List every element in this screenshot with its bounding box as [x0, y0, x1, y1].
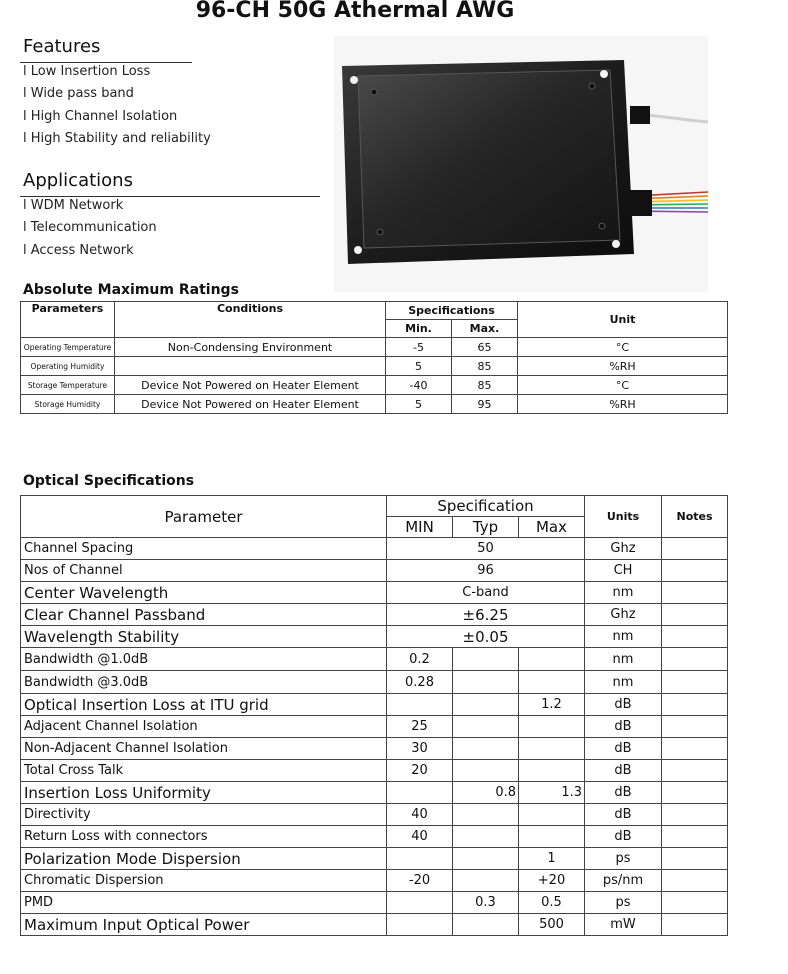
unit-cell: dB [585, 782, 662, 804]
unit-cell: °C [518, 338, 728, 357]
param-cell: Operating Temperature [21, 338, 115, 357]
value-cell: 50 [387, 538, 585, 560]
min-cell [387, 914, 453, 936]
col-parameters: Parameters [21, 302, 115, 338]
value-cell: C-band [387, 582, 585, 604]
notes-cell [662, 914, 728, 936]
min-cell: 30 [387, 738, 453, 760]
min-cell: 40 [387, 826, 453, 848]
param-cell: Directivity [21, 804, 387, 826]
param-cell: Optical Insertion Loss at ITU grid [21, 694, 387, 716]
value-cell: 96 [387, 560, 585, 582]
table-row [21, 395, 728, 414]
notes-cell [662, 671, 728, 694]
feature-item: l High Stability and reliability [23, 130, 211, 146]
min-cell: -40 [386, 376, 452, 395]
min-cell: 25 [387, 716, 453, 738]
max-cell: 0.5 [519, 892, 585, 914]
min-cell [387, 848, 453, 870]
max-cell: +20 [519, 870, 585, 892]
col-notes: Notes [662, 496, 728, 538]
notes-cell [662, 760, 728, 782]
table-row [21, 560, 728, 582]
unit-cell: %RH [518, 395, 728, 414]
param-cell: Wavelength Stability [21, 626, 387, 648]
typ-cell [453, 716, 519, 738]
col-conditions: Conditions [115, 302, 386, 338]
awg-module-image [334, 36, 708, 292]
notes-cell [662, 892, 728, 914]
table-row [21, 376, 728, 395]
unit-cell: dB [585, 694, 662, 716]
typ-cell: 0.3 [453, 892, 519, 914]
param-cell: Bandwidth @3.0dB [21, 671, 387, 694]
notes-cell [662, 560, 728, 582]
min-cell: 0.28 [387, 671, 453, 694]
notes-cell [662, 648, 728, 671]
col-min: Min. [386, 320, 452, 338]
notes-cell [662, 738, 728, 760]
condition-cell: Non-Condensing Environment [115, 338, 386, 357]
param-cell: Clear Channel Passband [21, 604, 387, 626]
typ-cell [453, 738, 519, 760]
unit-cell: dB [585, 738, 662, 760]
application-item: l WDM Network [23, 198, 124, 213]
condition-cell: Device Not Powered on Heater Element [115, 376, 386, 395]
col-specification: Specification [387, 496, 585, 517]
min-cell: 0.2 [387, 648, 453, 671]
min-cell: 20 [387, 760, 453, 782]
feature-item: l Wide pass band [23, 86, 134, 102]
unit-cell: %RH [518, 357, 728, 376]
col-unit: Unit [518, 302, 728, 338]
max-cell: 95 [452, 395, 518, 414]
max-cell [519, 760, 585, 782]
unit-cell: CH [585, 560, 662, 582]
max-cell: 85 [452, 376, 518, 395]
application-item: l Access Network [23, 242, 134, 258]
table-row [21, 782, 728, 804]
table-row [21, 804, 728, 826]
notes-cell [662, 626, 728, 648]
unit-cell: °C [518, 376, 728, 395]
col-typ: Typ [453, 517, 519, 538]
max-cell [519, 648, 585, 671]
max-cell: 85 [452, 357, 518, 376]
unit-cell: nm [585, 648, 662, 671]
notes-cell [662, 716, 728, 738]
max-cell [519, 826, 585, 848]
unit-cell: ps [585, 892, 662, 914]
col-specifications: Specifications [386, 302, 518, 320]
unit-cell: dB [585, 716, 662, 738]
unit-cell: nm [585, 626, 662, 648]
param-cell: Storage Temperature [21, 376, 115, 395]
param-cell: Channel Spacing [21, 538, 387, 560]
min-cell: 40 [387, 804, 453, 826]
value-cell: ±0.05 [387, 626, 585, 648]
param-cell: Non-Adjacent Channel Isolation [21, 738, 387, 760]
param-cell: Total Cross Talk [21, 760, 387, 782]
notes-cell [662, 826, 728, 848]
param-cell: Center Wavelength [21, 582, 387, 604]
typ-cell [453, 694, 519, 716]
optical-specs-table [20, 495, 728, 936]
notes-cell [662, 694, 728, 716]
notes-cell [662, 782, 728, 804]
typ-cell [453, 870, 519, 892]
max-cell [519, 738, 585, 760]
param-cell: Return Loss with connectors [21, 826, 387, 848]
feature-item: l Low Insertion Loss [23, 64, 151, 79]
optical-specs-title: Optical Specifications [23, 473, 195, 489]
max-cell: 65 [452, 338, 518, 357]
col-parameter: Parameter [21, 496, 387, 538]
table-row [21, 582, 728, 604]
unit-cell: ps [585, 848, 662, 870]
max-cell: 1.2 [519, 694, 585, 716]
page-title: 96-CH 50G Athermal AWG [195, 0, 515, 23]
min-cell: 5 [386, 395, 452, 414]
table-row [21, 357, 728, 376]
unit-cell: dB [585, 826, 662, 848]
max-cell: 500 [519, 914, 585, 936]
unit-cell: nm [585, 582, 662, 604]
typ-cell [453, 760, 519, 782]
features-list [23, 61, 211, 150]
param-cell: Adjacent Channel Isolation [21, 716, 387, 738]
col-max: Max. [452, 320, 518, 338]
table-row [21, 892, 728, 914]
param-cell: Operating Humidity [21, 357, 115, 376]
notes-cell [662, 848, 728, 870]
table-row [21, 694, 728, 716]
unit-cell: nm [585, 671, 662, 694]
unit-cell: ps/nm [585, 870, 662, 892]
max-cell [519, 671, 585, 694]
table-row [21, 604, 728, 626]
applications-list [23, 195, 157, 262]
table-row [21, 538, 728, 560]
table-row [21, 738, 728, 760]
typ-cell: 0.8 [453, 782, 519, 804]
table-row [21, 848, 728, 870]
max-cell: 1.3 [519, 782, 585, 804]
min-cell [387, 694, 453, 716]
max-cell [519, 804, 585, 826]
table-row [21, 870, 728, 892]
feature-item: l High Channel Isolation [23, 108, 178, 124]
param-cell: Nos of Channel [21, 560, 387, 582]
features-heading: Features [23, 36, 101, 57]
min-cell: -20 [387, 870, 453, 892]
table-row [21, 760, 728, 782]
typ-cell [453, 914, 519, 936]
table-row [21, 826, 728, 848]
param-cell: PMD [21, 892, 387, 914]
notes-cell [662, 582, 728, 604]
typ-cell [453, 848, 519, 870]
unit-cell: mW [585, 914, 662, 936]
table-row [21, 914, 728, 936]
unit-cell: Ghz [585, 604, 662, 626]
param-cell: Insertion Loss Uniformity [21, 782, 387, 804]
max-cell [519, 716, 585, 738]
param-cell: Polarization Mode Dispersion [21, 848, 387, 870]
unit-cell: dB [585, 804, 662, 826]
typ-cell [453, 671, 519, 694]
max-cell: 1 [519, 848, 585, 870]
applications-heading: Applications [23, 170, 133, 191]
typ-cell [453, 648, 519, 671]
abs-ratings-table [20, 301, 728, 414]
min-cell: 5 [386, 357, 452, 376]
min-cell [387, 782, 453, 804]
param-cell: Storage Humidity [21, 395, 115, 414]
application-item: l Telecommunication [23, 220, 157, 236]
condition-cell [115, 357, 386, 376]
condition-cell: Device Not Powered on Heater Element [115, 395, 386, 414]
param-cell: Maximum Input Optical Power [21, 914, 387, 936]
notes-cell [662, 538, 728, 560]
typ-cell [453, 804, 519, 826]
param-cell: Chromatic Dispersion [21, 870, 387, 892]
notes-cell [662, 804, 728, 826]
table-row [21, 338, 728, 357]
table-row [21, 626, 728, 648]
table-row [21, 648, 728, 671]
col-max: Max [519, 517, 585, 538]
value-cell: ±6.25 [387, 604, 585, 626]
unit-cell: Ghz [585, 538, 662, 560]
min-cell [387, 892, 453, 914]
col-min: MIN [387, 517, 453, 538]
abs-ratings-title: Absolute Maximum Ratings [23, 282, 239, 298]
param-cell: Bandwidth @1.0dB [21, 648, 387, 671]
typ-cell [453, 826, 519, 848]
notes-cell [662, 604, 728, 626]
table-row [21, 716, 728, 738]
min-cell: -5 [386, 338, 452, 357]
table-row [21, 671, 728, 694]
col-units: Units [585, 496, 662, 538]
notes-cell [662, 870, 728, 892]
unit-cell: dB [585, 760, 662, 782]
